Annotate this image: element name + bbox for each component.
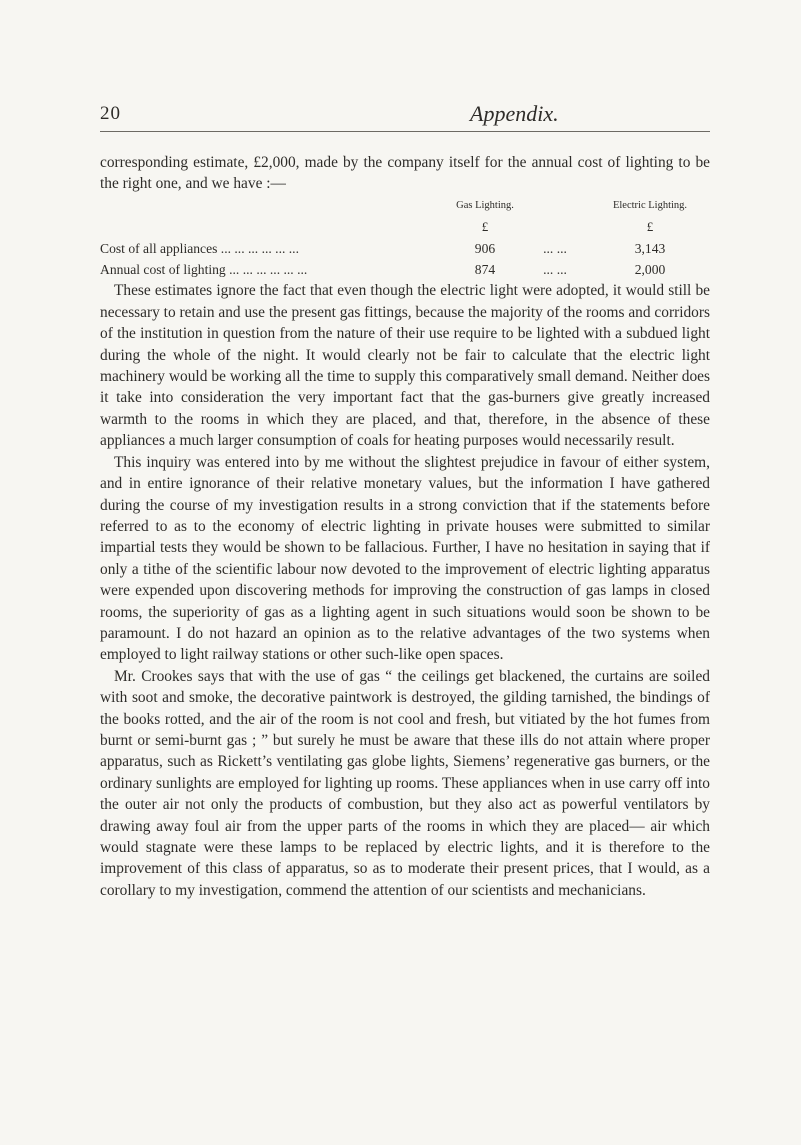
intro-paragraph: corresponding estimate, £2,000, made by the company itself for the annual cost of lighting to be the right one, and we have :— (100, 154, 710, 193)
paragraph: This inquiry was entered into by me without the slightest prejudice in favour of either system, and in entire ignorance of their relative monetary values, but the information I have gathered during the course of my investigation results in a strong conviction that if the statements before referred to as to the economy of electric lighting in private houses were submitted to similar impartial tests they would be shown to be fallacious. Further, I have no hesitation in saying that if only a tithe of the scientific labour now devoted to the improvement of electric lighting apparatus were expended upon discovering methods for improving the construction of gas lamps in closed rooms, the superiority of gas as a lighting agent in such situations would soon be shown to be paramount. I do not hazard an opinion as to the relative advantages of the two systems when employed to light railway stations or other such-like open spaces. (100, 453, 710, 664)
column-header-electric: Electric Lighting. (612, 199, 688, 211)
leader-dots: ... ... (543, 240, 567, 256)
unit-gas: £ (481, 219, 489, 235)
leader-dots: ... ... (543, 262, 567, 278)
paragraph: Mr. Crookes says that with the use of gas “ the ceilings get blackened, the curtains are soiled with soot and smoke, the decorative paintwork is destroyed, the gilding tarnished, the bindings of the books rotted, and the air of the room is not cool and fresh, but vitiated by the hot fumes from burnt or semi-burnt gas ; ” but surely he must be aware that these ills do not attain where proper apparatus, such as Rickett’s ventilating gas globe lights, Siemens’ regenerative gas burners, or the ordinary sunlights are employed for lighting up rooms. These appliances when in use carry off into the outer air not only the products of combustion, but they also act as powerful ventilators by drawing away foul air from the upper parts of the rooms in which they are placed— air which would stagnate were these lamps to be replaced by electric lights, and it is therefore to the improvement of this class of apparatus, so as to moderate their present prices, that I would, as a corollary to my investigation, commend the attention of our scientists and mechanicians. (100, 667, 710, 899)
gas-value: 906 (474, 240, 496, 256)
page-number: 20 (100, 103, 121, 124)
paragraph: These estimates ignore the fact that even though the electric light were adopted, it would still be necessary to retain and use the present gas fittings, because the majority of the rooms and corridors of the institution in question from the nature of their use require to be lighted with a subdued light during the whole of the night. It would clearly not be fair to calculate that the electric light machinery would be working all the time to supply this comparatively small demand. Neither does it take into consideration the very important fact that the gas-burners give greatly increased warmth to the rooms in which they are placed, and that, therefore, in the absence of these appliances a much larger consumption of coals for heating purposes would necessarily result. (100, 282, 710, 450)
gas-value: 874 (474, 262, 496, 278)
body-text (100, 152, 710, 901)
header-rule (100, 131, 710, 132)
column-header-gas: Gas Lighting. (456, 199, 514, 211)
cost-estimate-table (100, 195, 710, 281)
unit-electric: £ (646, 219, 654, 235)
table-row (100, 259, 710, 280)
row-label: Annual cost of lighting ... ... ... ... ... ... (100, 262, 308, 278)
electric-value: 3,143 (634, 240, 666, 256)
table-row (100, 238, 710, 259)
row-label: Cost of all appliances ... ... ... ... ... ... (100, 240, 299, 256)
electric-value: 2,000 (634, 262, 666, 278)
page-header (100, 103, 710, 133)
running-title: Appendix. (470, 101, 559, 126)
